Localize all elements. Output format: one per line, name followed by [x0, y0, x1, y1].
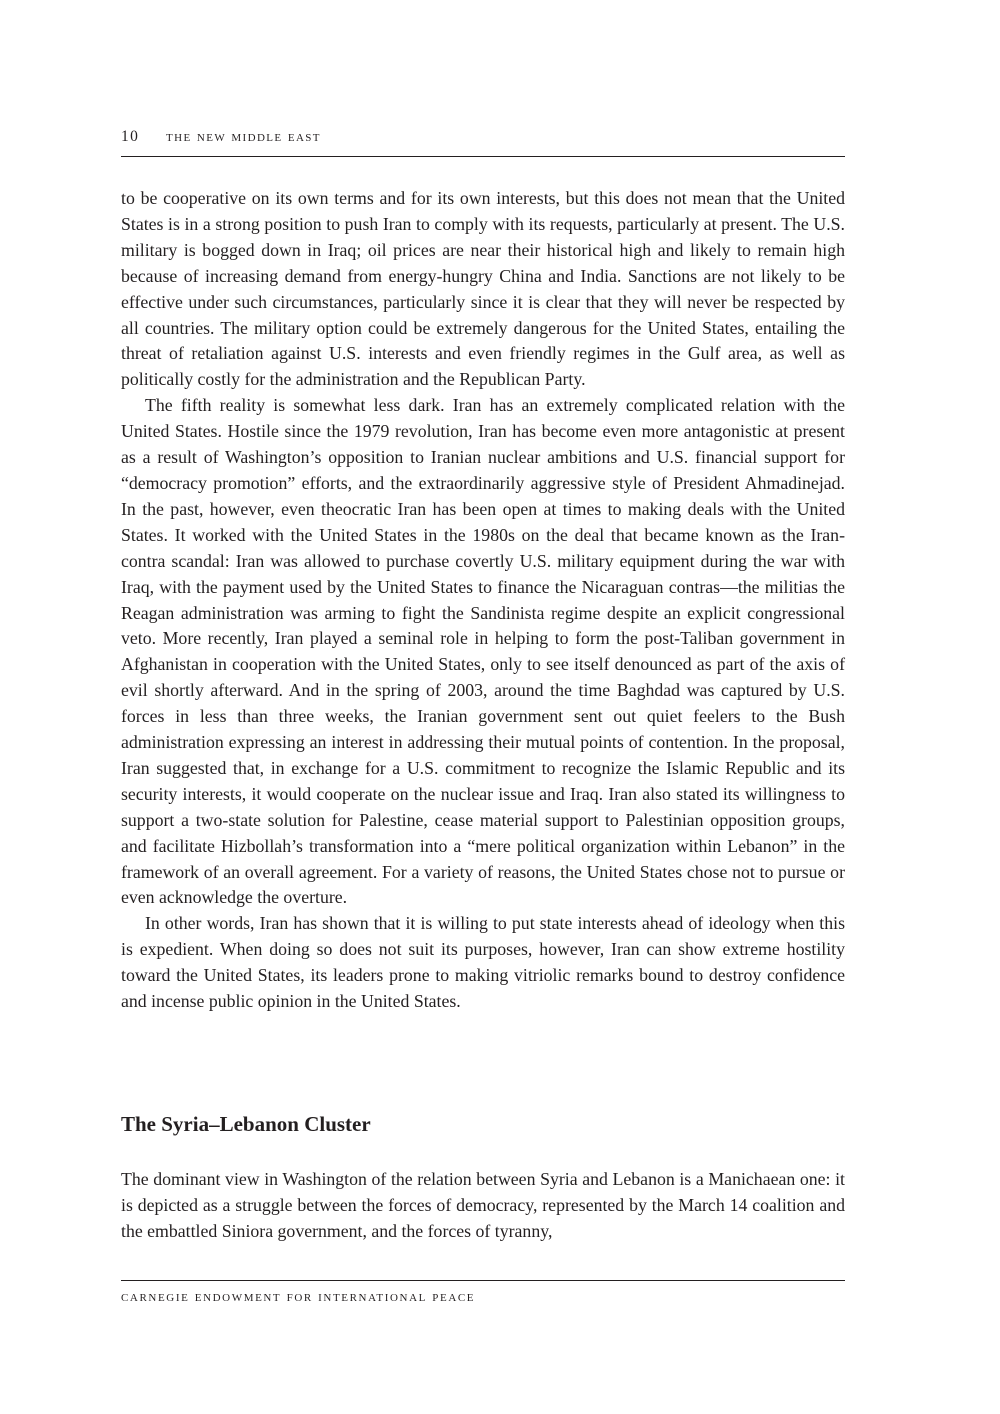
book-title: the new middle east [166, 128, 321, 145]
body-text [121, 186, 845, 1015]
section-heading: The Syria–Lebanon Cluster [121, 1112, 371, 1136]
section-paragraph: The dominant view in Washington of the relation between Syria and Lebanon is a Manichaean one: it is depicted as a struggle between the forces of democracy, represented by the March 14 coalition and the embattled Siniora government, and the forces of tyranny, [121, 1169, 845, 1241]
footer-text: carnegie endowment for international peace [121, 1289, 476, 1305]
paragraph-3: In other words, Iran has shown that it is willing to put state interests ahead of ideology when this is expedient. When doing so does not suit its purposes, however, Iran can show extreme hostility toward the United States, its leaders prone to making vitriolic remarks bound to destroy confidence and incense public opinion in the United States. [121, 913, 845, 1012]
paragraph-2: The fifth reality is somewhat less dark. Iran has an extremely complicated relation with the United States. Hostile since the 1979 revolution, Iran has become even more antagonistic at present as a result of Washington’s opposition to Iranian nuclear ambitions and U.S. financial support for “democracy promotion” efforts, and the extraordinarily aggressive style of President Ahmadinejad. In the past, however, even theocratic Iran has been open at times to making deals with the United States. It worked with the United States in the 1980s on the deal that became known as the Iran-contra scandal: Iran was allowed to purchase covertly U.S. military equipment during the war with Iraq, with the payment used by the United States to finance the Nicaraguan contras—the militias the Reagan administration was arming to fight the Sandinista regime despite an explicit congressional veto. More recently, Iran played a seminal role in helping to form the post-Taliban government in Afghanistan in cooperation with the United States, only to see itself denounced as part of the axis of evil shortly afterward. And in the spring of 2003, around the time Baghdad was captured by U.S. forces in less than three weeks, the Iranian government sent out quiet feelers to the Bush administration expressing an interest in addressing their mutual points of contention. In the proposal, Iran suggested that, in exchange for a U.S. commitment to recognize the Islamic Republic and its security interests, it would cooperate on the nuclear issue and Iraq. Iran also stated its willingness to support a two-state solution for Palestine, cease material support to Palestinian opposition groups, and facilitate Hizbollah’s transformation into a “mere political organization within Lebanon” in the framework of an overall agreement. For a variety of reasons, the United States chose not to pursue or even acknowledge the overture. [121, 395, 845, 908]
paragraph-1: to be cooperative on its own terms and for its own interests, but this does not mean that the United States is in a strong position to push Iran to comply with its requests, particularly at present. The U.S. military is bogged down in Iraq; oil prices are near their historical high and likely to remain high because of increasing demand from energy-hungry China and India. Sanctions are not likely to be effective under such circumstances, particularly since it is clear that they will never be respected by all countries. The military option could be extremely dangerous for the United States, entailing the threat of retaliation against U.S. interests and even friendly regimes in the Gulf area, as well as politically costly for the administration and the Republican Party. [121, 188, 845, 390]
running-head [121, 128, 845, 157]
section-body [121, 1167, 845, 1245]
footer-rule [121, 1280, 845, 1281]
page-number: 10 [121, 128, 140, 145]
